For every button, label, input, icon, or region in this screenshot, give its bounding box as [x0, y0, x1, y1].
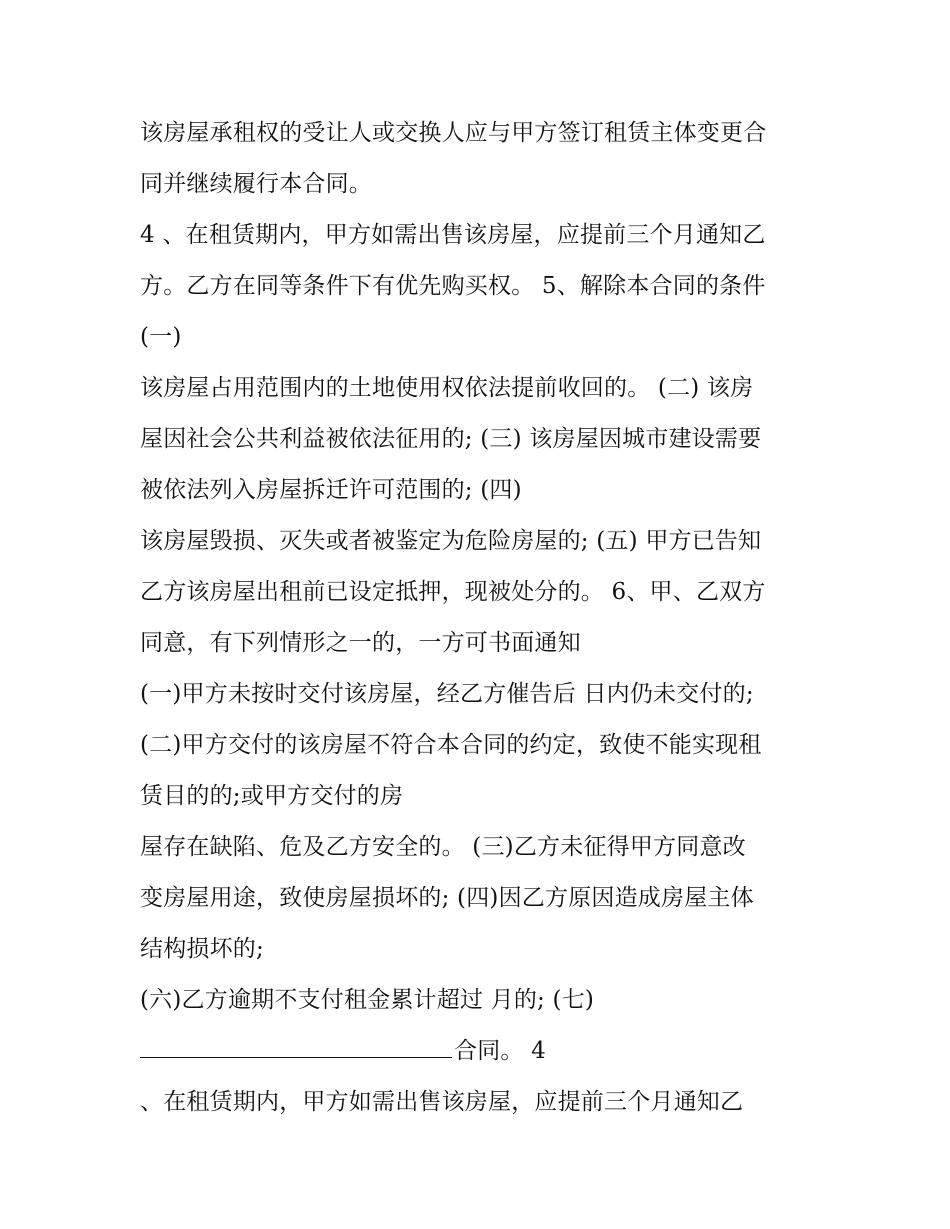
text-line: (一) [140, 324, 182, 350]
text-line: 该房屋占用范围内的土地使用权依法提前收回的。 (二) 该房 [140, 375, 754, 401]
fill-in-blank [140, 1035, 452, 1058]
text-line: 该房屋毁损、灭失或者被鉴定为危险房屋的; (五) 甲方已告知 [140, 528, 762, 554]
text-line: 该房屋承租权的受让人或交换人应与甲方签订租赁主体变更合 [140, 120, 767, 146]
text-line: 乙方该房屋出租前已设定抵押，现被处分的。 6、甲、乙双方 [140, 579, 766, 605]
blank-fill-line [140, 1026, 820, 1077]
text-line: (一)甲方未按时交付该房屋，经乙方催告后 日内仍未交付的; [140, 681, 754, 707]
text-line: 被依法列入房屋拆迁许可范围的; (四) [140, 477, 522, 503]
text-line: 屋因社会公共利益被依法征用的; (三) 该房屋因城市建设需要 [140, 426, 762, 452]
blank-line-suffix: 合同。 4 [454, 1038, 546, 1064]
text-line: 同意，有下列情形之一的，一方可书面通知 [140, 630, 581, 656]
document-body [140, 108, 820, 1128]
text-line: 方。乙方在同等条件下有优先购买权。 5、解除本合同的条件 [140, 273, 766, 299]
text-line: 赁目的的;或甲方交付的房 [140, 783, 404, 809]
text-line: 同并继续履行本合同。 [140, 171, 372, 197]
text-line: (六)乙方逾期不支付租金累计超过 月的; (七) [140, 987, 595, 1013]
text-line: 结构损坏的; [140, 936, 264, 962]
text-line: 、在租赁期内，甲方如需出售该房屋，应提前三个月通知乙 [140, 1089, 744, 1115]
text-line: 变房屋用途，致使房屋损坏的; (四)因乙方原因造成房屋主体 [140, 885, 754, 911]
text-line: 屋存在缺陷、危及乙方安全的。 (三)乙方未征得甲方同意改 [140, 834, 746, 860]
text-line: 4 、在租赁期内，甲方如需出售该房屋，应提前三个月通知乙 [140, 222, 766, 248]
text-line: (二)甲方交付的该房屋不符合本合同的约定，致使不能实现租 [140, 732, 762, 758]
